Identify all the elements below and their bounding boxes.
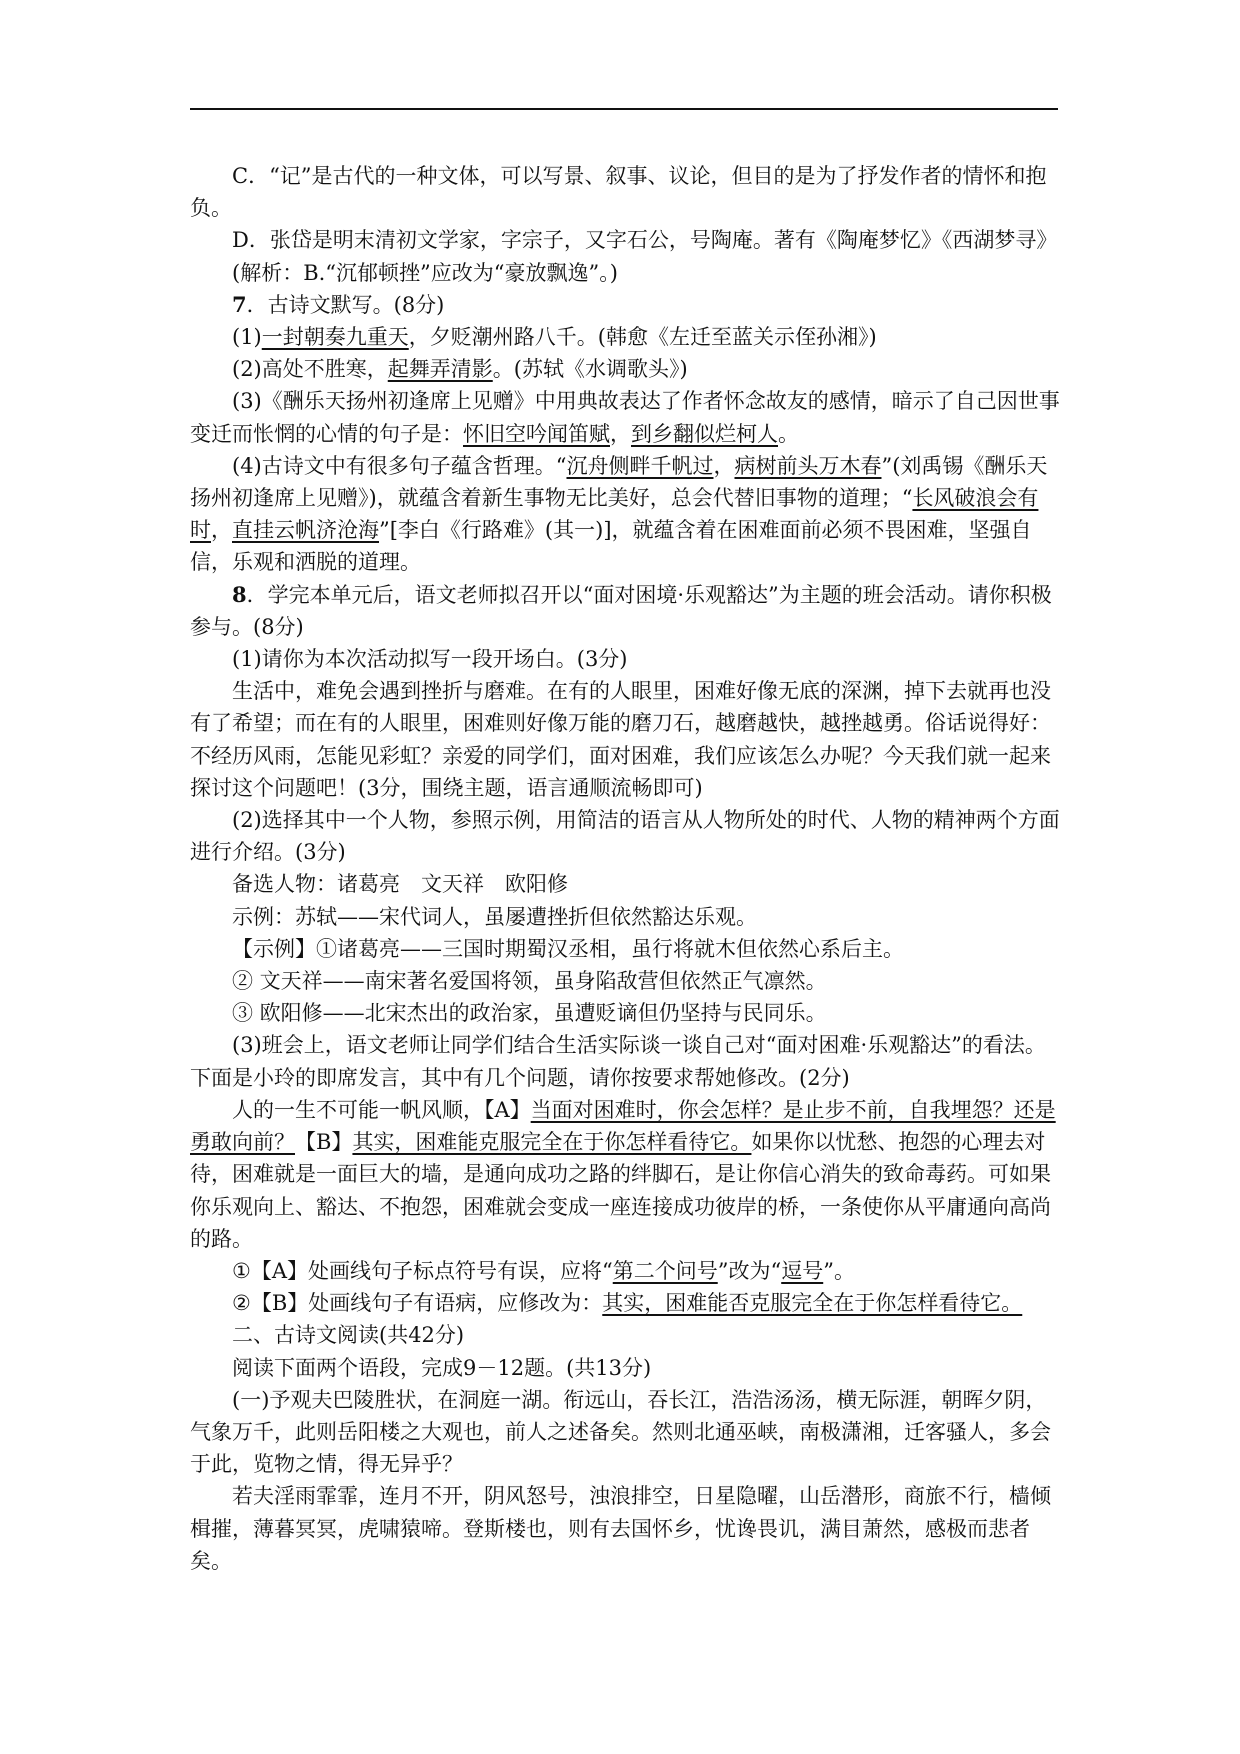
q8-fix-2-answer: 其实，困难能否克服完全在于你怎样看待它。: [602, 1291, 1023, 1316]
question-8-number: 8: [232, 581, 247, 607]
q7-part-4-text-a: (4)古诗文中有很多句子蕴含哲理。“: [232, 453, 567, 478]
q8-speech-text-c: 如果你以忧愁、抱怨的心理去对待，困难就是一面巨大的墙，是通向成功之路的绊脚石，是让你信心消失的致命毒药。可如果你乐观向上、豁达、不抱怨，困难就会变成一座连接成功彼岸的桥，一条使你从平庸通向高尚的路。: [190, 1130, 1051, 1251]
q8-speech-text-a: 人的一生不可能一帆风顺，【A】: [232, 1097, 531, 1122]
question-8-stem: [190, 579, 1060, 643]
q7-part-4-text-b: ，: [713, 453, 735, 478]
passage-paragraph-2: 若夫淫雨霏霏，连月不开，阴风怒号，浊浪排空，日星隐曜，山岳潜形，商旅不行，樯倾楫摧，薄暮冥冥，虎啸猿啼。登斯楼也，则有去国怀乡，忧谗畏讥，满目萧然，感极而悲者矣。: [190, 1484, 1051, 1573]
q8-part-3: (3)班会上，语文老师让同学们结合生活实际谈一谈自己对“面对困难·乐观豁达”的看法。下面是小玲的即席发言，其中有几个问题，请你按要求帮她修改。(2分): [190, 1033, 1046, 1090]
q8-speech: [190, 1094, 1060, 1255]
q8-speech-underline-b: 其实，困难能克服完全在于你怎样看待它。: [352, 1130, 752, 1155]
q7-part-4-text-d: ，: [211, 518, 232, 543]
q8-fix-1: [190, 1255, 1060, 1287]
q7-part-2-answer: 起舞弄清影: [387, 357, 493, 382]
q7-part-3: [190, 385, 1060, 449]
q7-part-4-text-e: ”[李白《行路难》(其一)]，就蕴含着在困难面前必须不畏困难，坚强自信，乐观和洒脱的道理。: [190, 518, 1032, 575]
reading-intro: 阅读下面两个语段，完成9－12题。(共13分): [232, 1355, 652, 1380]
passage-paragraph-1: (一)予观夫巴陵胜状，在洞庭一湖。衔远山，吞长江，浩浩汤汤，横无际涯，朝晖夕阴，气象万千，此则岳阳楼之大观也，前人之述备矣。然则北通巫峡，南极潇湘，迁客骚人，多会于此，览物之情，得无异乎？: [190, 1387, 1051, 1477]
q8-fix-1-answer-2: 逗号: [781, 1258, 824, 1283]
q7-part-3-answer-2: 到乡翻似烂柯人: [631, 421, 778, 446]
q7-part-2-prefix: (2)高处不胜寒，: [232, 357, 388, 382]
q8-part-1: (1)请你为本次活动拟写一段开场白。(3分): [232, 647, 628, 672]
q7-part-4-answer-4: 直挂云帆济沧海: [232, 518, 379, 543]
q8-example: 示例：苏轼——宋代词人，虽屡遭挫折但依然豁达乐观。: [232, 904, 757, 929]
q8-fix-1-text-c: ”。: [823, 1258, 855, 1283]
page-content: [190, 160, 1060, 1577]
header-rule: [190, 108, 1058, 110]
q7-part-3-separator: ，: [610, 421, 631, 446]
q8-fix-1-text-a: ①【A】处画线句子标点符号有误，应将“: [232, 1258, 613, 1283]
question-7-stem: [190, 289, 1060, 321]
q8-answer-a: 【示例】①诸葛亮——三国时期蜀汉丞相，虽行将就木但依然心系后主。: [232, 936, 904, 961]
q8-part-2: (2)选择其中一个人物，参照示例，用简洁的语言从人物所处的时代、人物的精神两个方面进行介绍。(3分): [190, 808, 1060, 865]
question-8-text: ．学完本单元后，语文老师拟召开以“面对困境·乐观豁达”为主题的班会活动。请你积极参与。(8分): [190, 582, 1052, 639]
q7-part-1: [190, 321, 1060, 353]
question-7-text: ．古诗文默写。(8分): [246, 292, 445, 317]
q7-part-1-rest: ，夕贬潮州路八千。(韩愈《左迁至蓝关示侄孙湘》): [408, 325, 877, 350]
section-2-heading: 二、古诗文阅读(共42分): [232, 1323, 465, 1348]
q7-part-4-answer-2: 病树前头万木春: [734, 453, 882, 478]
q7-part-4: [190, 450, 1060, 579]
q7-part-1-answer: 一封朝奏九重天: [261, 325, 409, 350]
q7-part-4-text-c: ”(刘禹锡《酬乐天扬州初逢席上见赠》)，就蕴含着新生事物无比美好，总会代替旧事物的道理；“: [190, 453, 1048, 511]
q8-speech-marker-b: 【B】: [295, 1130, 353, 1155]
q8-candidates: 备选人物：诸葛亮 文天祥 欧阳修: [232, 872, 568, 897]
option-c: C．“记”是古代的一种文体，可以写景、叙事、议论，但目的是为了抒发作者的情怀和抱负。: [190, 164, 1047, 221]
q7-part-3-text: (3)《酬乐天扬州初逢席上见赠》中用典故表达了作者怀念故友的感情，暗示了自己因世事变迁而怅惘的心情的句子是：: [190, 389, 1060, 446]
q7-part-3-answer-1: 怀旧空吟闻笛赋: [463, 421, 610, 446]
question-7-number: 7: [232, 291, 247, 317]
q7-part-2: [190, 353, 1060, 385]
q8-answer-b: ② 文天祥——南宋著名爱国将领，虽身陷敌营但依然正气凛然。: [232, 969, 827, 994]
q8-part-1-answer: 生活中，难免会遇到挫折与磨难。在有的人眼里，困难好像无底的深渊，掉下去就再也没有了希望；而在有的人眼里，困难则好像万能的磨刀石，越磨越快，越挫越勇。俗话说得好：不经历风雨，怎能见彩虹？亲爱的同学们，面对困难，我们应该怎么办呢？今天我们就一起来探讨这个问题吧！(3分，围绕主题，语言通顺流畅即可): [190, 679, 1051, 800]
analysis-note: (解析：B.“沉郁顿挫”应改为“豪放飘逸”。): [232, 260, 618, 285]
q8-speech-underline-a: 当面对困难时，你会怎样？是止步不前，自我埋怨？还是勇敢向前？: [190, 1097, 1056, 1155]
q7-part-4-answer-3: 长风破浪会有时: [190, 486, 1039, 543]
option-d: D．张岱是明末清初文学家，字宗子，又字石公，号陶庵。著有《陶庵梦忆》《西湖梦寻》: [232, 228, 1058, 253]
q8-fix-1-answer-1: 第二个问号: [612, 1258, 718, 1283]
q7-part-1-prefix: (1): [232, 325, 262, 350]
q8-fix-1-text-b: ”改为“: [717, 1258, 782, 1283]
q7-part-4-answer-1: 沉舟侧畔千帆过: [566, 453, 714, 478]
q7-part-2-rest: 。(苏轼《水调歌头》): [492, 357, 688, 382]
q8-fix-2-text: ②【B】处画线句子有语病，应修改为：: [232, 1291, 603, 1316]
q8-answer-c: ③ 欧阳修——北宋杰出的政治家，虽遭贬谪但仍坚持与民同乐。: [232, 1001, 827, 1026]
q8-fix-2: [190, 1287, 1060, 1319]
q7-part-3-end: 。: [778, 421, 799, 446]
